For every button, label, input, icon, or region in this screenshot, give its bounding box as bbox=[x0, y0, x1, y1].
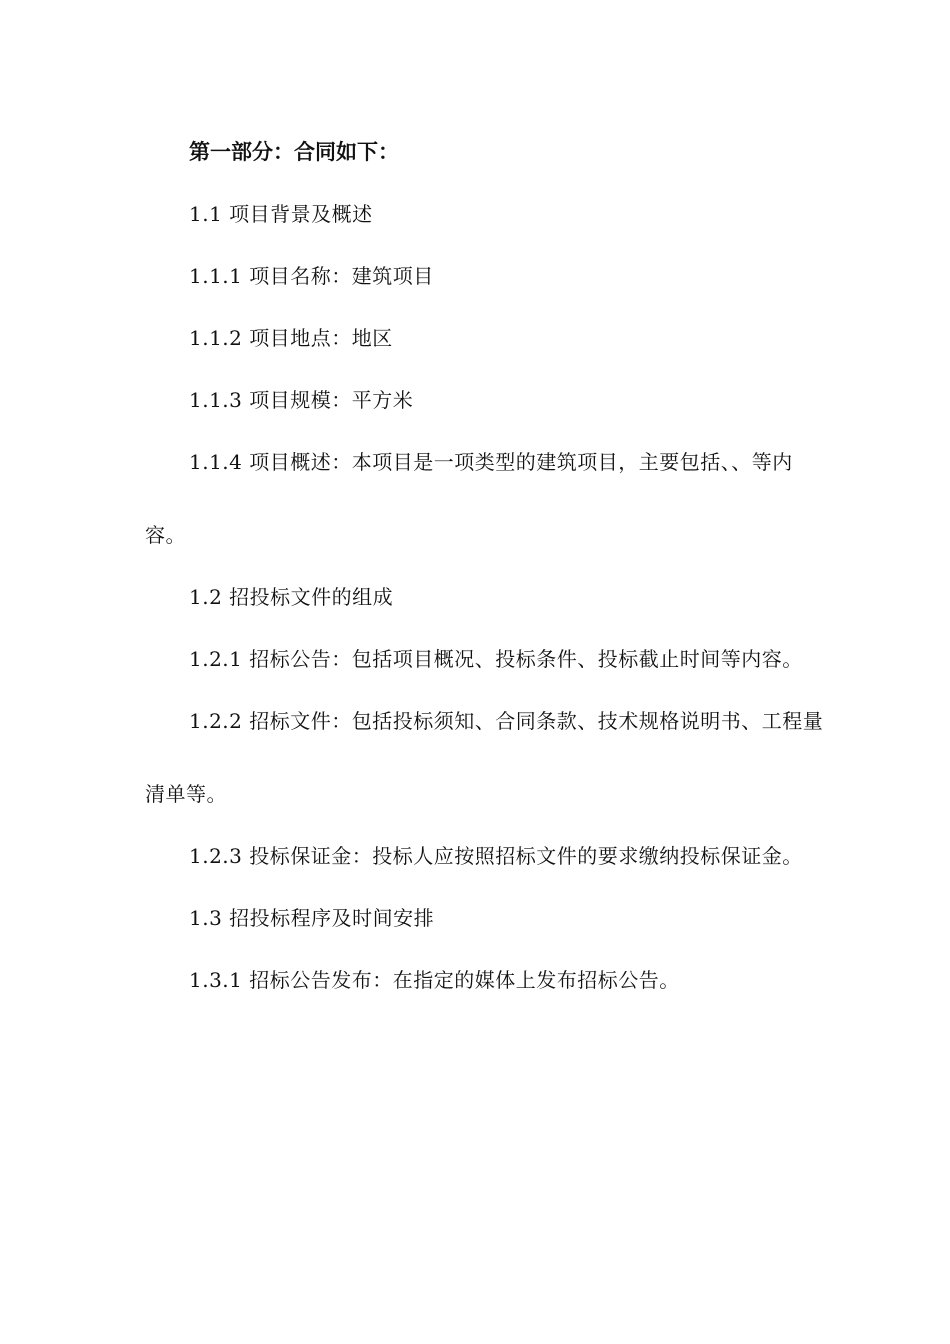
paragraph-1-1-2: 1.1.2 项目地点：地区 bbox=[189, 326, 393, 350]
paragraph-1-1-4: 1.1.4 项目概述：本项目是一项类型的建筑项目，主要包括、、等内容。 bbox=[145, 450, 793, 547]
paragraph-1-2-1: 1.2.1 招标公告：包括项目概况、投标条件、投标截止时间等内容。 bbox=[189, 647, 803, 671]
section-heading: 第一部分：合同如下： bbox=[189, 140, 399, 164]
paragraph-1-1-3: 1.1.3 项目规模：平方米 bbox=[189, 388, 414, 412]
paragraph-1-2-2: 1.2.2 招标文件：包括投标须知、合同条款、技术规格说明书、工程量清单等。 bbox=[145, 709, 824, 806]
paragraph-1-2: 1.2 招投标文件的组成 bbox=[189, 585, 394, 609]
paragraph-1-1-1: 1.1.1 项目名称：建筑项目 bbox=[189, 264, 434, 288]
paragraph-1-1: 1.1 项目背景及概述 bbox=[189, 202, 373, 226]
document-body bbox=[145, 130, 825, 1020]
paragraph-1-3: 1.3 招投标程序及时间安排 bbox=[189, 906, 435, 930]
paragraph-1-2-3: 1.2.3 投标保证金：投标人应按照招标文件的要求缴纳投标保证金。 bbox=[189, 844, 803, 868]
paragraph-1-3-1: 1.3.1 招标公告发布：在指定的媒体上发布招标公告。 bbox=[189, 968, 680, 992]
